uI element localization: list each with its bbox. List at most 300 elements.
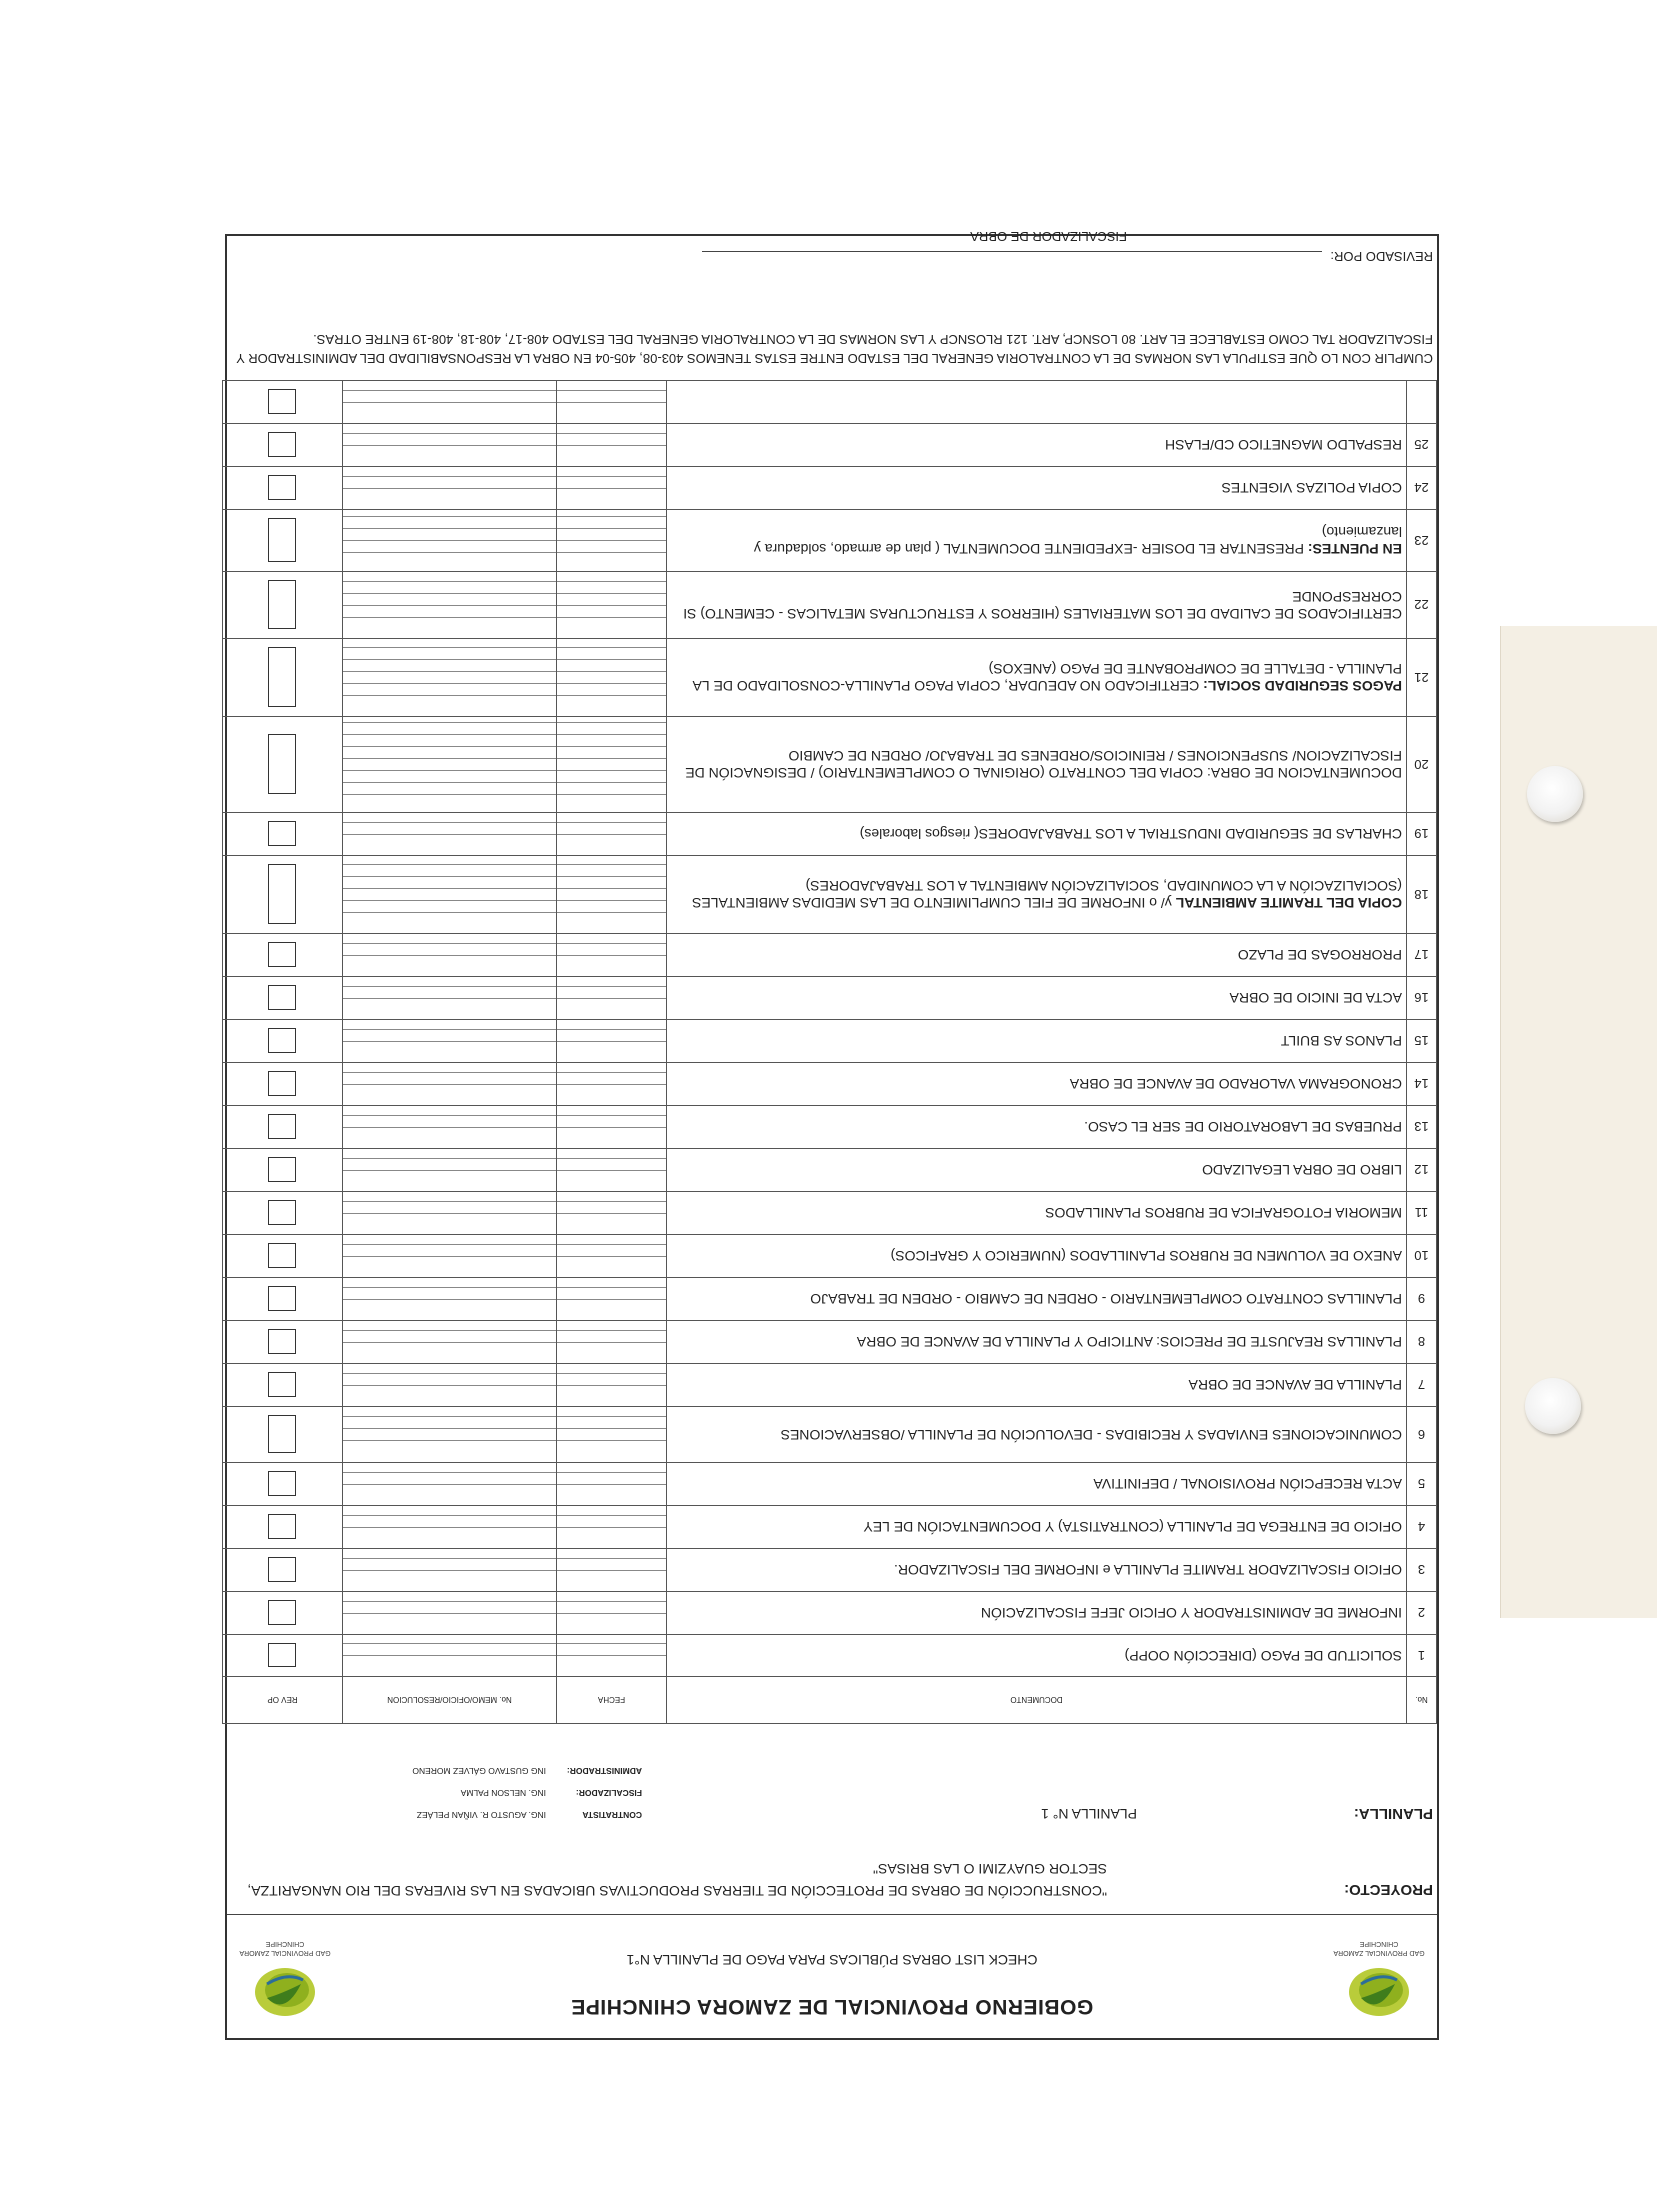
row-fecha[interactable] — [557, 1235, 667, 1278]
table-row — [223, 717, 1437, 813]
row-rev-op — [223, 572, 343, 639]
entry-line — [557, 1417, 666, 1429]
row-fecha[interactable] — [557, 1106, 667, 1149]
table-row — [223, 1635, 1437, 1677]
col-fecha: FECHA — [557, 1677, 667, 1724]
legal-note: CUMPLIR CON LO QUE ESTIPULA LAS NORMAS DE LA CONTRALORIA GENERAL DEL ESTADO ENTRE ESTAS TENEMOS 403-08, 405-04 EN OBRA LA RESPONSABILIDAD DEL ADMINISTRADOR Y FISCALIZADOR TAL COMO ESTABLECE EL ART. 80 LOSNCP, ART. 121 RLOSNCP Y LAS NORMAS DE LA CONTRALORIA GENERAL DEL ESTADO 408-17, 408-18, 408-19 ENTRE OTRAS. — [236, 332, 1433, 366]
row-document-text: y/ o INFORME DE FIEL CUMPLIMIENTO DE LAS MEDIDAS AMBIENTALES (SOCIALIZACIÓN A LA COMUNIDAD, SOCIALIZACIÓN AMBIENTAL A LOS TRABAJADORES) — [692, 878, 1402, 912]
entry-line — [557, 1041, 666, 1053]
checkbox[interactable] — [269, 1244, 297, 1269]
checkbox[interactable] — [269, 1158, 297, 1183]
row-number: 8 — [1407, 1321, 1437, 1364]
row-rev-op — [223, 1149, 343, 1192]
row-number: 22 — [1407, 572, 1437, 639]
checkbox[interactable] — [269, 865, 297, 925]
row-number: 17 — [1407, 934, 1437, 977]
entry-line — [557, 1515, 666, 1527]
entry-line — [343, 986, 556, 998]
row-number: 16 — [1407, 977, 1437, 1020]
entry-line — [343, 445, 556, 457]
entry-line — [557, 1342, 666, 1354]
row-document-text: CHARLAS DE SEGURIDAD INDUSTRIAL A LOS TRABAJADORES( riesgos laborales) — [859, 826, 1402, 843]
row-fecha[interactable] — [557, 1192, 667, 1235]
row-rev-op — [223, 934, 343, 977]
entry-line — [557, 783, 666, 795]
project-label: PROYECTO: — [1344, 1881, 1433, 1898]
row-memo[interactable] — [343, 1063, 557, 1106]
row-document — [667, 1549, 1407, 1592]
row-number: 7 — [1407, 1364, 1437, 1407]
entry-line — [343, 476, 556, 488]
checkbox[interactable] — [269, 1072, 297, 1097]
entry-line — [557, 901, 666, 913]
row-document-text: MEMORIA FOTOGRAFICA DE RUBROS PLANILLADOS — [1045, 1205, 1402, 1222]
row-document — [667, 1321, 1407, 1364]
row-number: 15 — [1407, 1020, 1437, 1063]
row-number: 3 — [1407, 1549, 1437, 1592]
checkbox[interactable] — [269, 1558, 297, 1583]
row-document — [667, 1106, 1407, 1149]
row-memo[interactable] — [343, 1463, 557, 1506]
logo-caption: GAD PROVINCIAL ZAMORA CHINCHIPE — [239, 1940, 331, 1956]
entry-line — [343, 529, 556, 541]
punch-hole-icon — [1525, 1378, 1581, 1434]
entry-line — [343, 581, 556, 593]
entry-line — [343, 488, 556, 500]
entry-line — [557, 1213, 666, 1225]
entry-line — [343, 913, 556, 925]
row-document-text: PLANILLAS REAJUSTE DE PRECIOS: ANTICIPO Y PLANILLA DE AVANCE DE OBRA — [856, 1334, 1402, 1351]
row-memo[interactable] — [343, 813, 557, 856]
row-memo[interactable] — [343, 856, 557, 934]
row-fecha[interactable] — [557, 510, 667, 572]
checkbox[interactable] — [269, 1515, 297, 1540]
entry-line — [343, 1613, 556, 1625]
row-memo[interactable] — [343, 1278, 557, 1321]
checkbox[interactable] — [269, 943, 297, 968]
row-fecha[interactable] — [557, 813, 667, 856]
row-fecha[interactable] — [557, 639, 667, 717]
row-document — [667, 717, 1407, 813]
entry-line — [557, 1029, 666, 1041]
table-row — [223, 1020, 1437, 1063]
entry-line — [343, 1342, 556, 1354]
entry-line — [557, 488, 666, 500]
checkbox[interactable] — [269, 822, 297, 847]
row-memo[interactable] — [343, 424, 557, 467]
entry-line — [557, 1373, 666, 1385]
row-fecha[interactable] — [557, 977, 667, 1020]
checkbox[interactable] — [269, 1601, 297, 1626]
planilla-label: PLANILLA: — [1353, 1805, 1433, 1822]
row-rev-op — [223, 381, 343, 424]
entry-line — [557, 1299, 666, 1311]
entry-line — [343, 1644, 556, 1656]
row-document-text: OFICIO FISCALIZADOR TRAMITE PLANILLA e INFORME DEL FISCALIZADOR. — [894, 1562, 1402, 1579]
entry-line — [557, 672, 666, 684]
row-document-bold: COPIA DEL TRAMITE AMBIENTAL — [1175, 895, 1402, 912]
signature-caption: FISCALIZADOR DE OBRA — [970, 229, 1127, 244]
entry-line — [557, 390, 666, 402]
checkbox[interactable] — [269, 648, 297, 708]
checklist-sheet — [225, 229, 1439, 2040]
entry-line — [343, 402, 556, 414]
checkbox[interactable] — [269, 390, 297, 415]
row-document-text: SOLICITUD DE PAGO (DIRECCIÓN OOPP) — [1124, 1648, 1402, 1664]
entry-line — [343, 735, 556, 747]
entry-line — [557, 986, 666, 998]
table-row — [223, 1063, 1437, 1106]
checkbox[interactable] — [269, 986, 297, 1011]
entry-line — [343, 1330, 556, 1342]
row-fecha[interactable] — [557, 424, 667, 467]
entry-line — [557, 998, 666, 1010]
entry-line — [557, 1201, 666, 1213]
entry-line — [557, 1644, 666, 1656]
entry-line — [557, 1330, 666, 1342]
planilla-section — [227, 1724, 1437, 1834]
entry-line — [557, 605, 666, 617]
entry-line — [557, 1287, 666, 1299]
row-memo[interactable] — [343, 1506, 557, 1549]
row-number: 25 — [1407, 424, 1437, 467]
row-number: 13 — [1407, 1106, 1437, 1149]
entry-line — [557, 1127, 666, 1139]
checkbox[interactable] — [269, 1472, 297, 1497]
row-memo[interactable] — [343, 639, 557, 717]
row-fecha[interactable] — [557, 1549, 667, 1592]
row-document — [667, 1364, 1407, 1407]
checkbox[interactable] — [269, 735, 297, 795]
table-row — [223, 1463, 1437, 1506]
entry-line — [343, 1472, 556, 1484]
paper-strip — [1500, 626, 1657, 1618]
table-row — [223, 1106, 1437, 1149]
entry-line — [557, 1558, 666, 1570]
entry-line — [343, 605, 556, 617]
entry-line — [343, 1072, 556, 1084]
entry-line — [343, 648, 556, 660]
entry-line — [343, 1299, 556, 1311]
role-label: FISCALIZADOR: — [575, 1788, 642, 1798]
project-value: "CONSTRUCCIÓN DE OBRAS DE PROTECCIÓN DE TIERRAS PRODUCTIVAS UBICADAS EN LAS RIVERAS DEL RIO NANGARITZA, SECTOR GUAYZIMI O LAS BRISAS" — [247, 1861, 1107, 1899]
row-rev-op — [223, 1635, 343, 1677]
row-document-text: PRUEBAS DE LABORATORIO DE SER EL CASO. — [1084, 1119, 1402, 1136]
entry-line — [557, 1613, 666, 1625]
entry-line — [557, 648, 666, 660]
table-row — [223, 1321, 1437, 1364]
row-memo[interactable] — [343, 381, 557, 424]
row-document-text: ANEXO DE VOLUMEN DE RUBROS PLANILLADOS (NUMERICO Y GRAFICOS) — [890, 1248, 1402, 1265]
row-fecha[interactable] — [557, 1364, 667, 1407]
table-row — [223, 381, 1437, 424]
row-memo[interactable] — [343, 1592, 557, 1635]
row-document-text: LIBRO DE OBRA LEGALIZADO — [1202, 1162, 1402, 1179]
row-number: 6 — [1407, 1407, 1437, 1463]
signature-line — [702, 251, 1322, 252]
row-document — [667, 977, 1407, 1020]
entry-line — [557, 1170, 666, 1182]
row-memo[interactable] — [343, 977, 557, 1020]
entry-line — [343, 1656, 556, 1668]
logo-caption: GAD PROVINCIAL ZAMORA CHINCHIPE — [1333, 1940, 1425, 1956]
row-memo[interactable] — [343, 1635, 557, 1677]
row-memo[interactable] — [343, 1235, 557, 1278]
row-fecha[interactable] — [557, 1020, 667, 1063]
row-fecha[interactable] — [557, 1635, 667, 1677]
entry-line — [557, 433, 666, 445]
entry-line — [557, 955, 666, 967]
row-document — [667, 572, 1407, 639]
row-fecha[interactable] — [557, 1463, 667, 1506]
entry-line — [343, 955, 556, 967]
row-rev-op — [223, 1235, 343, 1278]
row-document-text: CERTIFICADO NO ADEUDAR, COPIA PAGO PLANILLA-CONSOLIDADO DE LA PLANILLA - DETALLE DE COMPROBANTE DE PAGO (ANEXOS) — [693, 661, 1402, 695]
row-document-text: COPIA POLIZAS VIGENTES — [1221, 480, 1402, 497]
row-document — [667, 1149, 1407, 1192]
logo-right — [239, 1939, 331, 2024]
row-memo[interactable] — [343, 1106, 557, 1149]
entry-line — [343, 1244, 556, 1256]
entry-line — [343, 877, 556, 889]
row-document-text: PLANILLA DE AVANCE DE OBRA — [1188, 1377, 1402, 1394]
entry-line — [557, 877, 666, 889]
checkbox[interactable] — [269, 581, 297, 630]
entry-line — [557, 1084, 666, 1096]
entry-line — [557, 771, 666, 783]
checkbox[interactable] — [269, 1115, 297, 1140]
row-memo[interactable] — [343, 572, 557, 639]
checklist-body — [223, 381, 1437, 1677]
row-memo[interactable] — [343, 467, 557, 510]
entry-line — [343, 617, 556, 629]
row-document-text: PRESENTAR EL DOSIER -EXPEDIENTE DOCUMENTAL ( plan de armado, soldadura y lanzamiento) — [753, 524, 1402, 558]
entry-line — [557, 445, 666, 457]
row-document-text: ACTA RECEPCIÓN PROVISIONAL / DEFINITIVA — [1093, 1476, 1402, 1493]
entry-line — [557, 943, 666, 955]
entry-line — [557, 889, 666, 901]
row-memo[interactable] — [343, 1321, 557, 1364]
row-memo[interactable] — [343, 1364, 557, 1407]
row-rev-op — [223, 1506, 343, 1549]
row-fecha[interactable] — [557, 856, 667, 934]
row-memo[interactable] — [343, 934, 557, 977]
entry-line — [557, 660, 666, 672]
row-fecha[interactable] — [557, 1149, 667, 1192]
row-document-text: CRONOGRAMA VALORADO DE AVANCE DE OBRA — [1069, 1076, 1402, 1093]
row-fecha[interactable] — [557, 1506, 667, 1549]
entry-line — [343, 822, 556, 834]
row-fecha[interactable] — [557, 572, 667, 639]
entry-line — [343, 1601, 556, 1613]
row-fecha[interactable] — [557, 1063, 667, 1106]
entry-line — [343, 1570, 556, 1582]
row-memo[interactable] — [343, 1149, 557, 1192]
table-row — [223, 813, 1437, 856]
entry-line — [343, 901, 556, 913]
project-section — [227, 1834, 1437, 1914]
planilla-value: PLANILLA N° 1 — [1041, 1806, 1137, 1822]
checkbox[interactable] — [269, 1416, 297, 1454]
table-row — [223, 424, 1437, 467]
row-rev-op — [223, 813, 343, 856]
row-document — [667, 1020, 1407, 1063]
table-row — [223, 1192, 1437, 1235]
entry-line — [557, 759, 666, 771]
col-memo: No. MEMO/OFICIO/RESOLUCION — [343, 1677, 557, 1724]
row-memo[interactable] — [343, 717, 557, 813]
row-rev-op — [223, 1192, 343, 1235]
row-document-text: PLANILLAS CONTRATO COMPLEMENTARIO - ORDEN DE CAMBIO - ORDEN DE TRABAJO — [810, 1291, 1402, 1308]
entry-line — [343, 433, 556, 445]
entry-line — [557, 1256, 666, 1268]
row-memo[interactable] — [343, 1549, 557, 1592]
table-row — [223, 1407, 1437, 1463]
entry-line — [343, 795, 556, 807]
row-rev-op — [223, 717, 343, 813]
entry-line — [343, 541, 556, 553]
table-row — [223, 1364, 1437, 1407]
row-document — [667, 1407, 1407, 1463]
row-document — [667, 424, 1407, 467]
entry-line — [343, 771, 556, 783]
row-document — [667, 934, 1407, 977]
table-row — [223, 1549, 1437, 1592]
entry-line — [557, 1441, 666, 1453]
entry-line — [557, 913, 666, 925]
entry-line — [343, 1417, 556, 1429]
sheet-header — [227, 1914, 1437, 2038]
entry-line — [557, 795, 666, 807]
entry-line — [343, 1115, 556, 1127]
row-number: 14 — [1407, 1063, 1437, 1106]
row-document-text: COMUNICACIONES ENVIADAS Y RECIBIDAS - DEVOLUCIÓN DE PLANILLA /OBSERVACIONES — [780, 1427, 1402, 1443]
row-fecha[interactable] — [557, 1407, 667, 1463]
entry-line — [343, 1385, 556, 1397]
row-number: 18 — [1407, 856, 1437, 934]
entry-line — [343, 1527, 556, 1539]
row-document-text: OFICIO DE ENTREGA DE PLANILLA (CONTRATISTA) Y DOCUMENTACIÓN DE LEY — [863, 1519, 1402, 1536]
row-rev-op — [223, 1278, 343, 1321]
row-number: 2 — [1407, 1592, 1437, 1635]
row-fecha[interactable] — [557, 381, 667, 424]
entry-line — [557, 1656, 666, 1668]
checkbox[interactable] — [269, 1201, 297, 1226]
row-fecha[interactable] — [557, 717, 667, 813]
table-row — [223, 639, 1437, 717]
table-row — [223, 1149, 1437, 1192]
checkbox[interactable] — [269, 1373, 297, 1398]
entry-line — [343, 553, 556, 565]
row-fecha[interactable] — [557, 1592, 667, 1635]
role-label: ADMINISTRADOR: — [566, 1766, 642, 1776]
row-memo[interactable] — [343, 510, 557, 572]
row-document — [667, 1463, 1407, 1506]
entry-line — [343, 1201, 556, 1213]
row-rev-op — [223, 1321, 343, 1364]
punch-hole-icon — [1527, 766, 1583, 822]
sheet-footer — [227, 229, 1437, 380]
entry-line — [343, 684, 556, 696]
row-document — [667, 1635, 1407, 1677]
entry-line — [557, 723, 666, 735]
entry-line — [343, 1515, 556, 1527]
row-rev-op — [223, 977, 343, 1020]
col-documento: DOCUMENTO — [667, 1677, 1407, 1724]
entry-line — [557, 1158, 666, 1170]
row-document — [667, 1278, 1407, 1321]
entry-line — [557, 541, 666, 553]
table-row — [223, 1592, 1437, 1635]
row-document-text: RESPALDO MAGNETICO CD/FLASH — [1164, 437, 1402, 454]
leaf-logo-icon — [239, 1964, 331, 2024]
document-subtitle: CHECK LIST OBRAS PÚBLICAS PARA PAGO DE PLANILLA N°1 — [626, 1952, 1038, 1968]
table-row — [223, 1278, 1437, 1321]
entry-line — [557, 553, 666, 565]
entry-line — [343, 1029, 556, 1041]
entry-line — [557, 1072, 666, 1084]
checkbox[interactable] — [269, 519, 297, 563]
entry-line — [343, 1429, 556, 1441]
entry-line — [343, 672, 556, 684]
row-number: 4 — [1407, 1506, 1437, 1549]
row-fecha[interactable] — [557, 1278, 667, 1321]
row-number: 12 — [1407, 1149, 1437, 1192]
checkbox[interactable] — [269, 1644, 297, 1668]
row-number: 5 — [1407, 1463, 1437, 1506]
row-document — [667, 1592, 1407, 1635]
table-header-row — [223, 1677, 1437, 1724]
checkbox[interactable] — [269, 1330, 297, 1355]
row-memo[interactable] — [343, 1020, 557, 1063]
entry-line — [343, 1158, 556, 1170]
entry-line — [343, 390, 556, 402]
row-rev-op — [223, 1020, 343, 1063]
responsibles — [412, 1760, 642, 1826]
col-no: No. — [1407, 1677, 1437, 1724]
row-document — [667, 1192, 1407, 1235]
entry-line — [557, 834, 666, 846]
entry-line — [557, 735, 666, 747]
row-rev-op — [223, 1549, 343, 1592]
row-number: 10 — [1407, 1235, 1437, 1278]
row-number: 19 — [1407, 813, 1437, 856]
row-document — [667, 813, 1407, 856]
row-rev-op — [223, 1364, 343, 1407]
entry-line — [343, 1041, 556, 1053]
checkbox[interactable] — [269, 1287, 297, 1312]
checkbox[interactable] — [269, 476, 297, 501]
checkbox[interactable] — [269, 433, 297, 458]
entry-line — [557, 476, 666, 488]
entry-line — [343, 660, 556, 672]
row-fecha[interactable] — [557, 1321, 667, 1364]
row-number: 21 — [1407, 639, 1437, 717]
entry-line — [557, 1115, 666, 1127]
entry-line — [343, 783, 556, 795]
entry-line — [557, 1472, 666, 1484]
checkbox[interactable] — [269, 1029, 297, 1054]
entry-line — [557, 1385, 666, 1397]
row-fecha[interactable] — [557, 467, 667, 510]
row-memo[interactable] — [343, 1192, 557, 1235]
person-name: ING GUSTAVO GÁLVEZ MORENO — [412, 1766, 546, 1776]
entry-line — [557, 617, 666, 629]
row-memo[interactable] — [343, 1407, 557, 1463]
entry-line — [343, 1170, 556, 1182]
row-fecha[interactable] — [557, 934, 667, 977]
row-document-text: PLANOS AS BUILT — [1280, 1033, 1402, 1050]
